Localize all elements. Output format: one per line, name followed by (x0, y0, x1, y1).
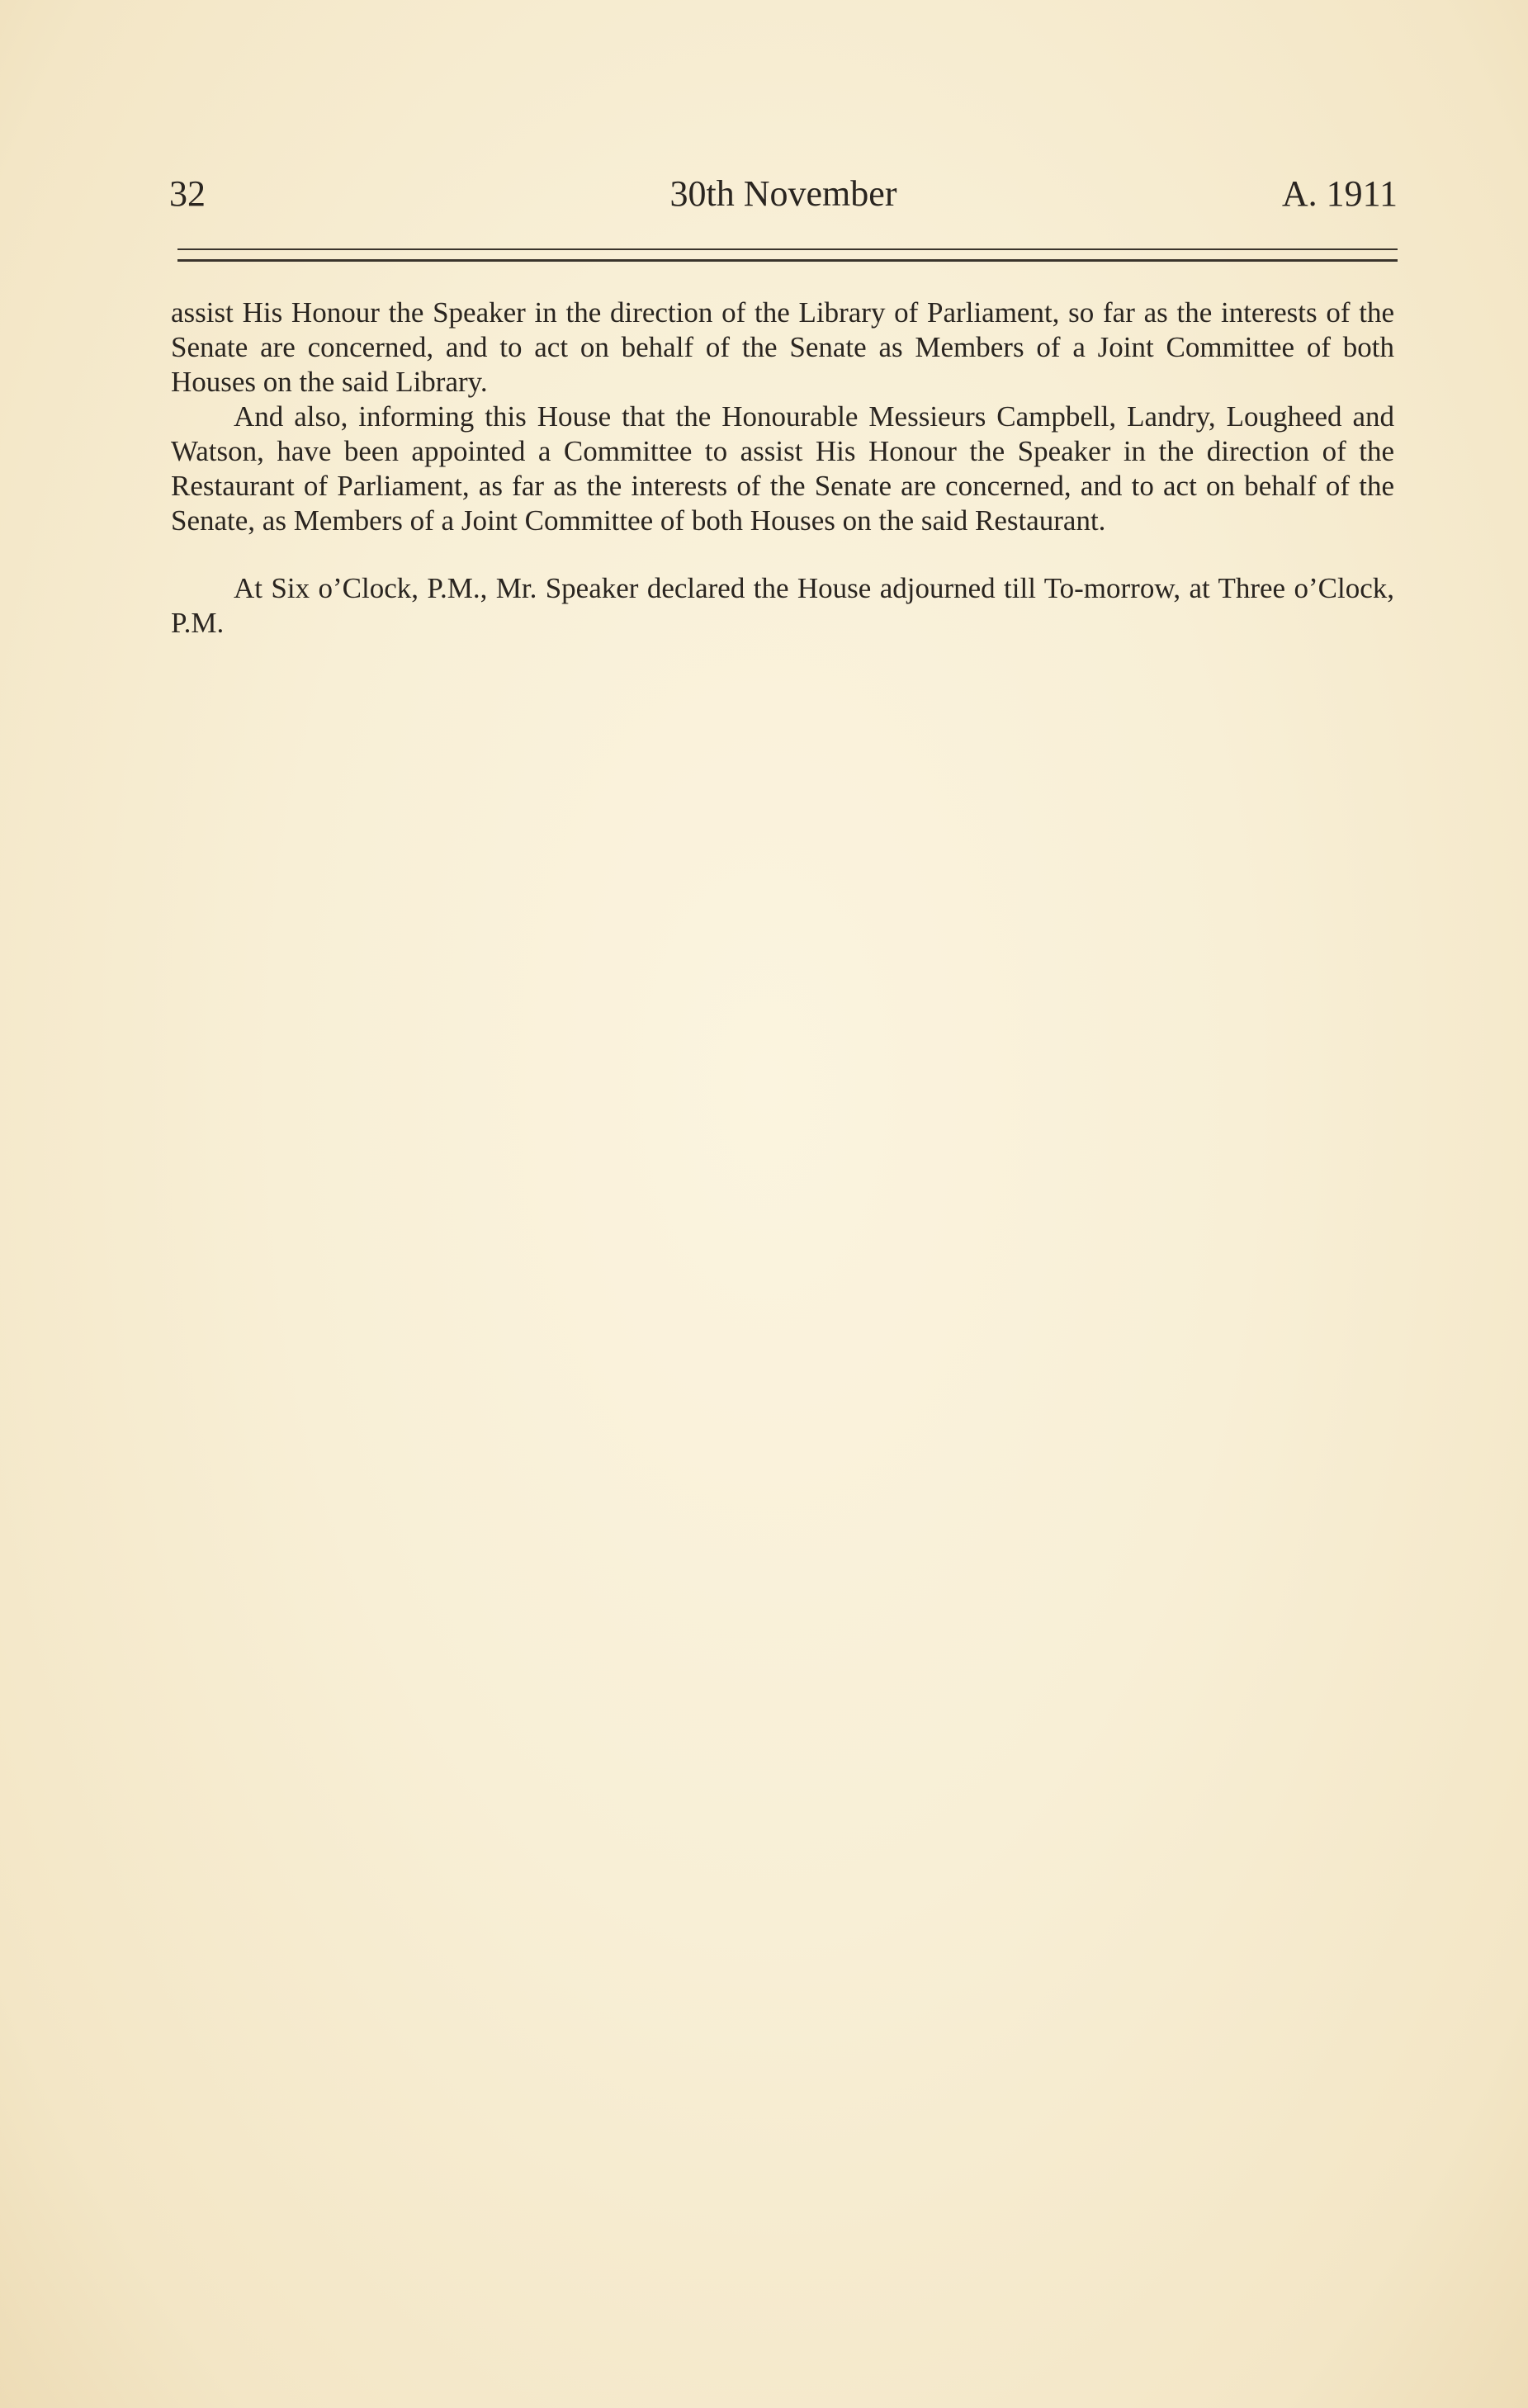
running-title: 30th November (669, 173, 897, 214)
session-year: A. 1911 (1281, 173, 1398, 214)
paragraph-adjournment: At Six o’Clock, P.M., Mr. Speaker declared the House adjourned till To-morrow, at Three o’Clock, P.M. (171, 572, 1394, 639)
body-text (171, 296, 1394, 641)
header-rule-bottom (177, 259, 1398, 262)
page-header (169, 169, 1398, 219)
paragraph-committee-restaurant: And also, informing this House that the Honourable Messieurs Campbell, Landry, Lougheed and Watson, have been appointed a Committee to assist His Honour the Speaker in the direction of the Restaurant of Parliament, as far as the interests of the Senate are concerned, and to act on behalf of the Senate, as Members of a Joint Committee of both Houses on the said Restaurant. (171, 400, 1394, 537)
header-rule-top (177, 248, 1398, 250)
page-number: 32 (169, 173, 206, 214)
paragraph-continued: assist His Honour the Speaker in the direction of the Library of Parliament, so far as the interests of the Senate are concerned, and to act on behalf of the Senate as Members of a Joint Committee of both Houses on the said Library. (171, 296, 1394, 398)
